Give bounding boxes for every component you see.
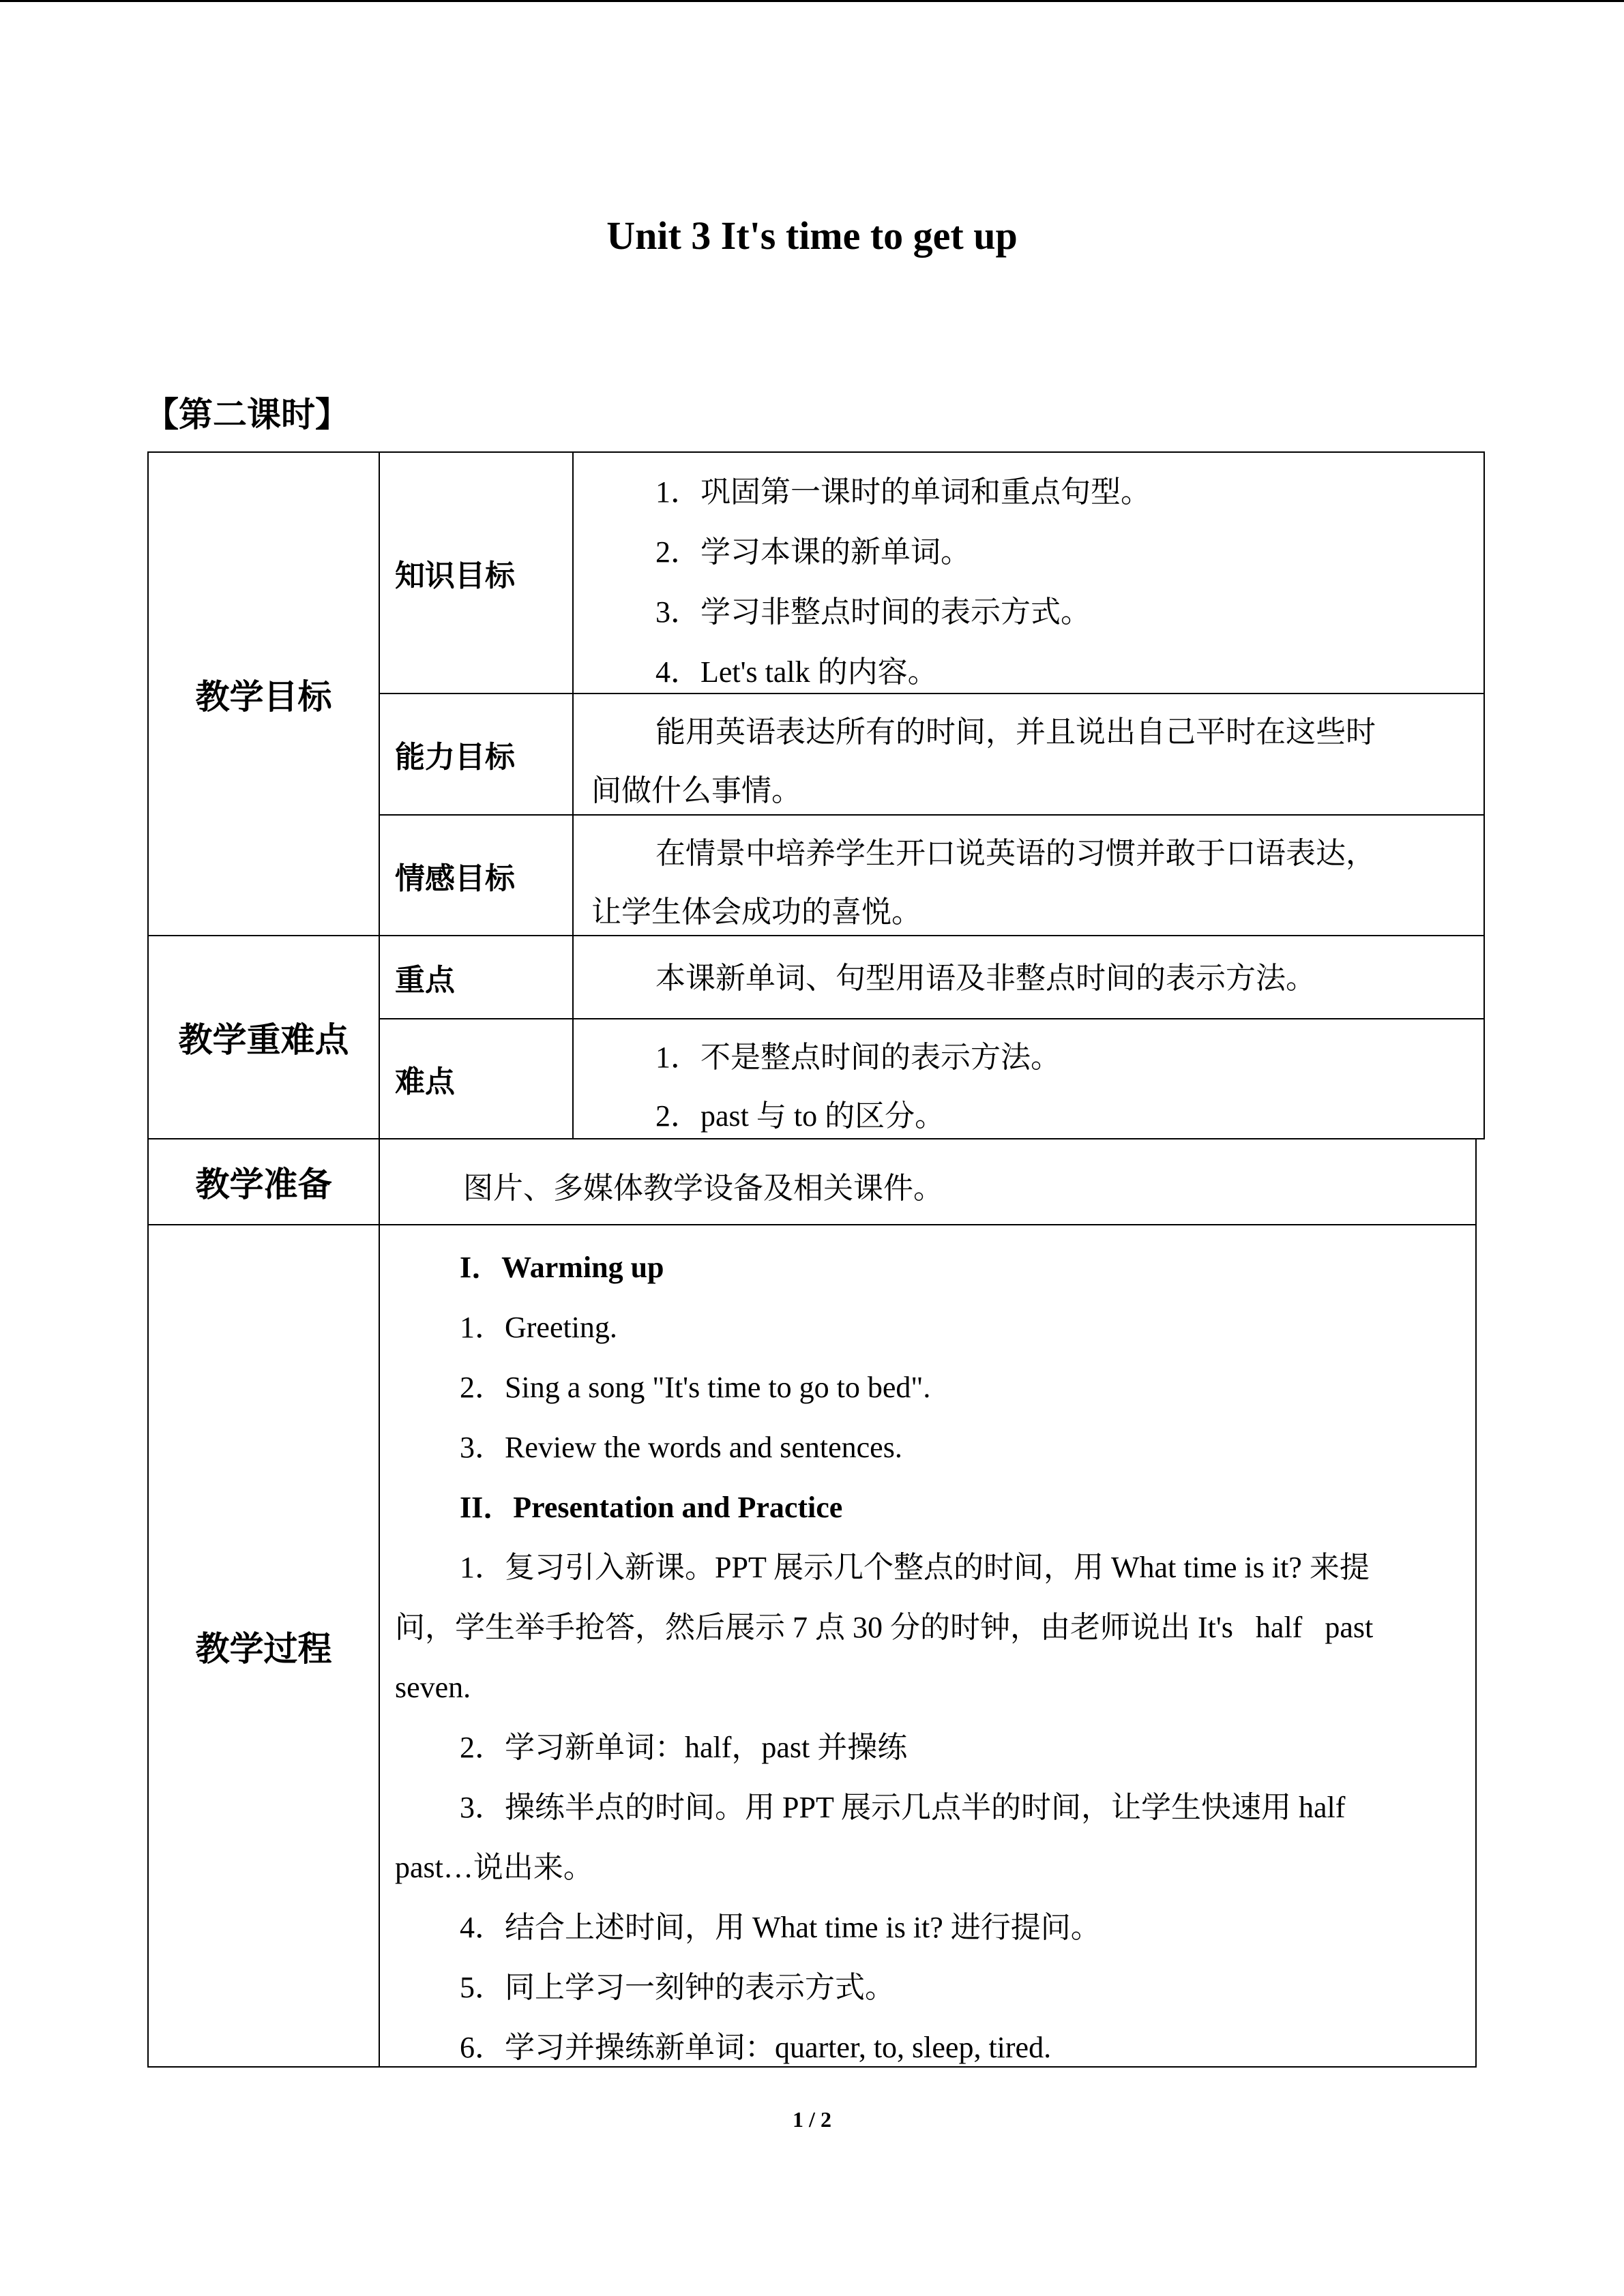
preparation-category-cell <box>147 1138 380 1225</box>
preparation-content-cell <box>379 1138 1477 1225</box>
emotion-line-1: 在情景中培养学生开口说英语的习惯并敢于口语表达， <box>655 837 1376 870</box>
emotion-content-cell <box>572 814 1485 936</box>
ability-label: 能力目标 <box>395 740 515 775</box>
emotion-label: 情感目标 <box>395 861 515 896</box>
knowledge-label-cell <box>379 451 574 694</box>
ability-label-cell <box>379 693 574 816</box>
process-line-11: past…说出来。 <box>395 1851 593 1884</box>
ability-line-2: 间做什么事情。 <box>591 774 801 807</box>
emotion-line-2: 让学生体会成功的喜悦。 <box>591 895 921 929</box>
lesson-period-heading: 【第二课时】 <box>145 395 349 434</box>
difficulty-line-2: 2．past 与 to 的区分。 <box>655 1099 945 1133</box>
focus-text: 本课新单词、句型用语及非整点时间的表示方法。 <box>655 961 1316 995</box>
process-label: 教学过程 <box>195 1628 332 1669</box>
preparation-text: 图片、多媒体教学设备及相关课件。 <box>463 1172 943 1205</box>
knowledge-label: 知识目标 <box>395 558 515 593</box>
objectives-category-cell <box>147 451 380 936</box>
focus-label-cell <box>379 935 574 1019</box>
ability-content-cell <box>572 693 1485 816</box>
process-line-2: 1．Greeting. <box>460 1311 617 1344</box>
key-points-category-cell <box>147 935 380 1139</box>
document-title: Unit 3 It's time to get up <box>606 213 1018 258</box>
process-category-cell <box>147 1224 380 2068</box>
knowledge-line-4: 4．Let's talk 的内容。 <box>655 655 938 689</box>
ability-line-1: 能用英语表达所有的时间，并且说出自己平时在这些时 <box>655 715 1376 749</box>
page-number: 1 / 2 <box>793 2107 831 2132</box>
difficulty-label-cell <box>379 1018 574 1139</box>
process-line-3: 2．Sing a song "It's time to go to bed". <box>460 1371 931 1404</box>
process-line-9: 2．学习新单词：half，past 并操练 <box>460 1731 908 1764</box>
objectives-label: 教学目标 <box>195 676 332 717</box>
process-line-13: 5．同上学习一刻钟的表示方式。 <box>460 1971 895 2004</box>
preparation-label: 教学准备 <box>195 1165 332 1204</box>
focus-label: 重点 <box>395 963 455 998</box>
knowledge-line-2: 2．学习本课的新单词。 <box>655 535 971 569</box>
difficulty-content-cell <box>572 1018 1485 1139</box>
knowledge-line-1: 1．巩固第一课时的单词和重点句型。 <box>655 475 1151 509</box>
emotion-label-cell <box>379 814 574 936</box>
focus-content-cell <box>572 935 1485 1019</box>
knowledge-content-cell <box>572 451 1485 694</box>
key-points-label: 教学重难点 <box>178 1020 349 1060</box>
section-heading-presentation: II．Presentation and Practice <box>460 1491 843 1524</box>
process-line-8: seven. <box>395 1671 471 1704</box>
process-line-4: 3．Review the words and sentences. <box>460 1431 902 1464</box>
process-line-6: 1．复习引入新课。PPT 展示几个整点的时间，用 What time is it? 来提 <box>460 1551 1370 1584</box>
process-content-cell <box>379 1224 1477 2068</box>
process-line-12: 4．结合上述时间，用 What time is it? 进行提问。 <box>460 1911 1101 1944</box>
section-heading-warming-up: I．Warming up <box>460 1251 664 1284</box>
process-line-10: 3．操练半点的时间。用 PPT 展示几点半的时间，让学生快速用 half <box>460 1791 1346 1824</box>
difficulty-label: 难点 <box>395 1064 455 1099</box>
knowledge-line-3: 3．学习非整点时间的表示方式。 <box>655 595 1091 629</box>
page-top-border <box>0 0 1624 2</box>
process-line-7: 问，学生举手抢答，然后展示 7 点 30 分的时钟，由老师说出 It's half past <box>395 1611 1374 1644</box>
difficulty-line-1: 1．不是整点时间的表示方法。 <box>655 1041 1061 1074</box>
process-line-14: 6．学习并操练新单词：quarter, to, sleep, tired. <box>460 2031 1052 2064</box>
